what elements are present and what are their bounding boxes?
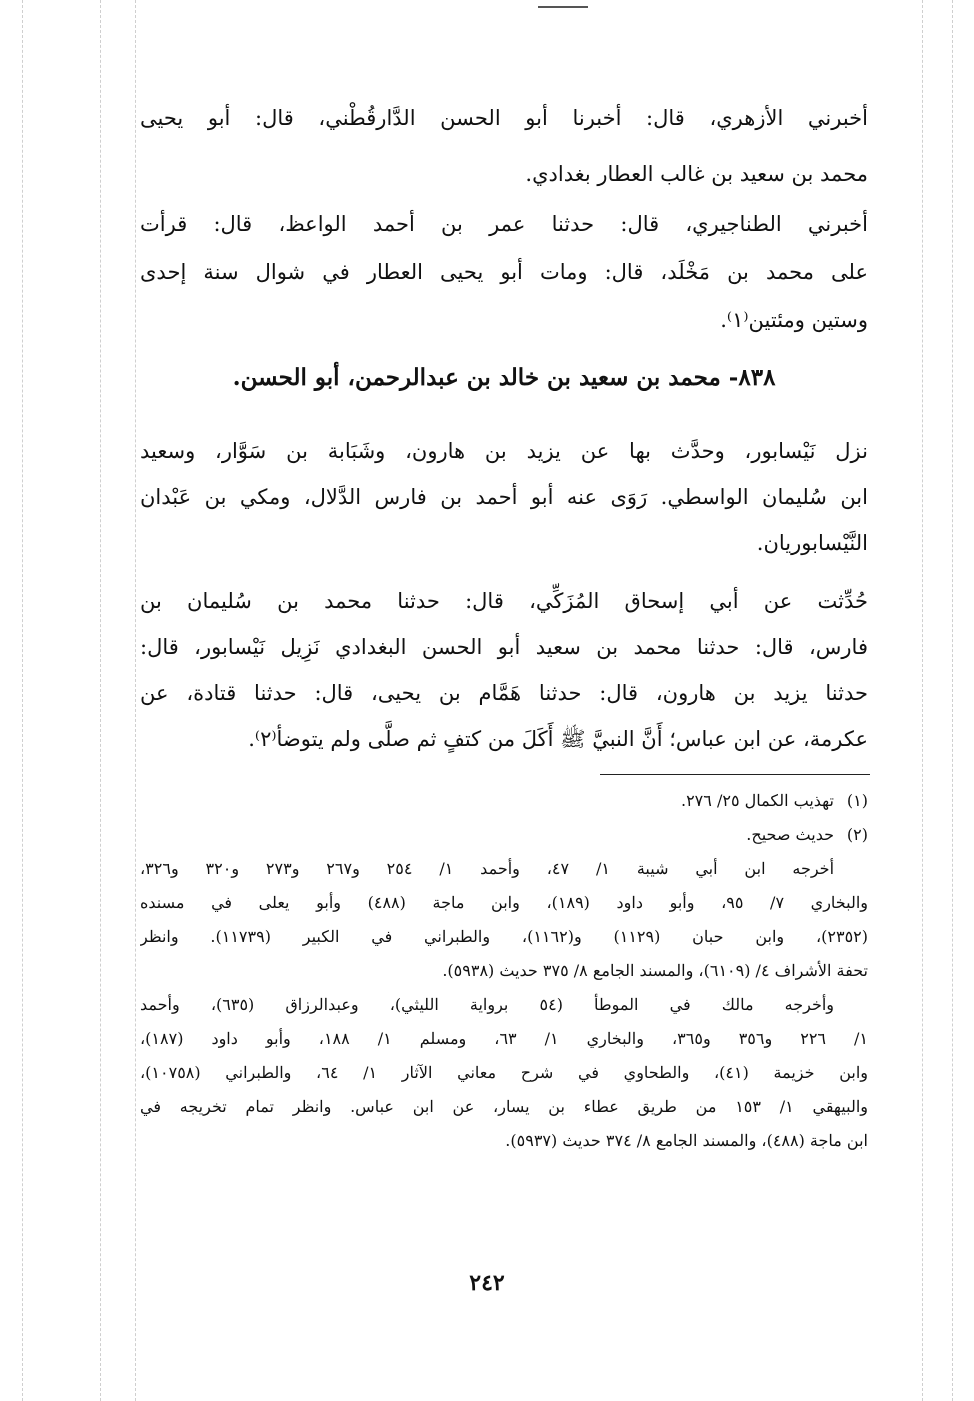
paragraph-2 bbox=[140, 200, 868, 344]
footnote-number: (١) bbox=[846, 791, 868, 810]
footnotes bbox=[140, 784, 868, 1158]
paragraph-4 bbox=[140, 578, 868, 762]
text-line: ابن سُليمان الواسطي. رَوَى عنه أبو أحمد بن فارس الدَّلال، ومكي بن عَبْدان bbox=[140, 485, 868, 509]
footnote-line: (٢٣٥٢)، وابن حبان (١١٢٩) و(١١٦٢)، والطبراني في الكبير (١١٧٣٩). وانظر bbox=[140, 927, 868, 946]
footnote-number: (٢) bbox=[846, 825, 868, 844]
footnote-line: تحفة الأشراف ٤/ (٦١٠٩)، والمسند الجامع ٨/ ٣٧٥ حديث (٥٩٣٨). bbox=[442, 961, 868, 980]
text-line: محمد بن سعيد بن غالب العطار بغدادي. bbox=[525, 162, 868, 186]
scan-guide-line bbox=[952, 0, 953, 1401]
text-line: عكرمة، عن ابن عباس؛ أَنَّ النبيَّ ﷺ أَكَلَ من كتفٍ ثم صلَّى ولم يتوضأ⁽٢⁾. bbox=[248, 727, 868, 751]
text-line: أخبرني الطناجيري، قال: حدثنا عمر بن أحمد الواعظ، قال: قرأت bbox=[140, 212, 868, 236]
footnote-text: حديث صحيح. bbox=[746, 825, 834, 844]
scan-guide-line bbox=[22, 0, 23, 1401]
scan-guide-line bbox=[135, 0, 136, 1401]
footnote-2 bbox=[140, 818, 868, 852]
footnote-line: ١/ ٢٢٦ و٣٥٦ و٣٦٥، والبخاري ١/ ٦٣، ومسلم ١/ ١٨٨، وأبو داود (١٨٧)، bbox=[140, 1029, 868, 1048]
paragraph-3 bbox=[140, 428, 868, 566]
footnote-line: أخرجه ابن أبي شيبة ١/ ٤٧، وأحمد ١/ ٢٥٤ و٢٦٧ و٢٧٣ و٣٢٠ و٣٢٦، bbox=[140, 859, 835, 878]
footnote-line: والبخاري ٧/ ٩٥، وأبو داود (١٨٩)، وابن ماجة (٤٨٨) وأبو يعلى في مسنده bbox=[140, 893, 868, 912]
footnote-line: وابن خزيمة (٤١)، والطحاوي في شرح معاني الآثار ١/ ٦٤، والطبراني (١٠٧٥٨)، bbox=[140, 1063, 868, 1082]
footnote-line: وأخرجه مالك في الموطأ (٥٤ برواية الليثي)، وعبدالرزاق (٦٣٥)، وأحمد bbox=[140, 995, 835, 1014]
scan-guide-line bbox=[100, 0, 101, 1401]
entry-heading: ٨٣٨- محمد بن سعيد بن خالد بن عبدالرحمن، أبو الحسن. bbox=[232, 364, 776, 391]
footnote-line: والبيهقي ١/ ١٥٣ من طريق عطاء بن يسار، عن ابن عباس. وانظر تمام تخريجه في bbox=[140, 1097, 868, 1116]
paragraph-1 bbox=[140, 90, 868, 202]
scan-guide-line bbox=[922, 0, 923, 1401]
footnote-line: ابن ماجة (٤٨٨)، والمسند الجامع ٨/ ٣٧٤ حديث (٥٩٣٧). bbox=[505, 1131, 868, 1150]
footnote-separator bbox=[600, 774, 870, 775]
text-line: فارس، قال: حدثنا محمد بن سعيد أبو الحسن البغدادي نَزِيل نَيْسابور، قال: bbox=[140, 635, 868, 659]
text-line: حُدِّثت عن أبي إسحاق المُزَكِّي، قال: حدثنا محمد بن سُليمان بن bbox=[140, 589, 868, 613]
top-rule bbox=[538, 6, 588, 8]
text-line: حدثنا يزيد بن هارون، قال: حدثنا هَمَّام بن يحيى، قال: حدثنا قتادة، عن bbox=[140, 681, 868, 705]
text-line: نزل نَيْسابور، وحدَّث بها عن يزيد بن هارون، وشَبَابة بن سَوَّار، وسعيد bbox=[140, 439, 868, 463]
page-number: ٢٤٢ bbox=[469, 1270, 505, 1296]
text-line: النَّيْسابوريان. bbox=[756, 531, 868, 555]
text-line: وستين ومئتين⁽١⁾. bbox=[720, 308, 868, 332]
text-line: أخبرني الأزهري، قال: أخبرنا أبو الحسن الدَّارقُطْني، قال: أبو يحيى bbox=[140, 106, 868, 130]
text-line: على محمد بن مَخْلَد، قال: ومات أبو يحيى العطار في شوال سنة إحدى bbox=[140, 260, 868, 284]
footnote-1 bbox=[140, 784, 868, 818]
footnote-text: تهذيب الكمال ٢٥/ ٢٧٦. bbox=[680, 791, 834, 810]
